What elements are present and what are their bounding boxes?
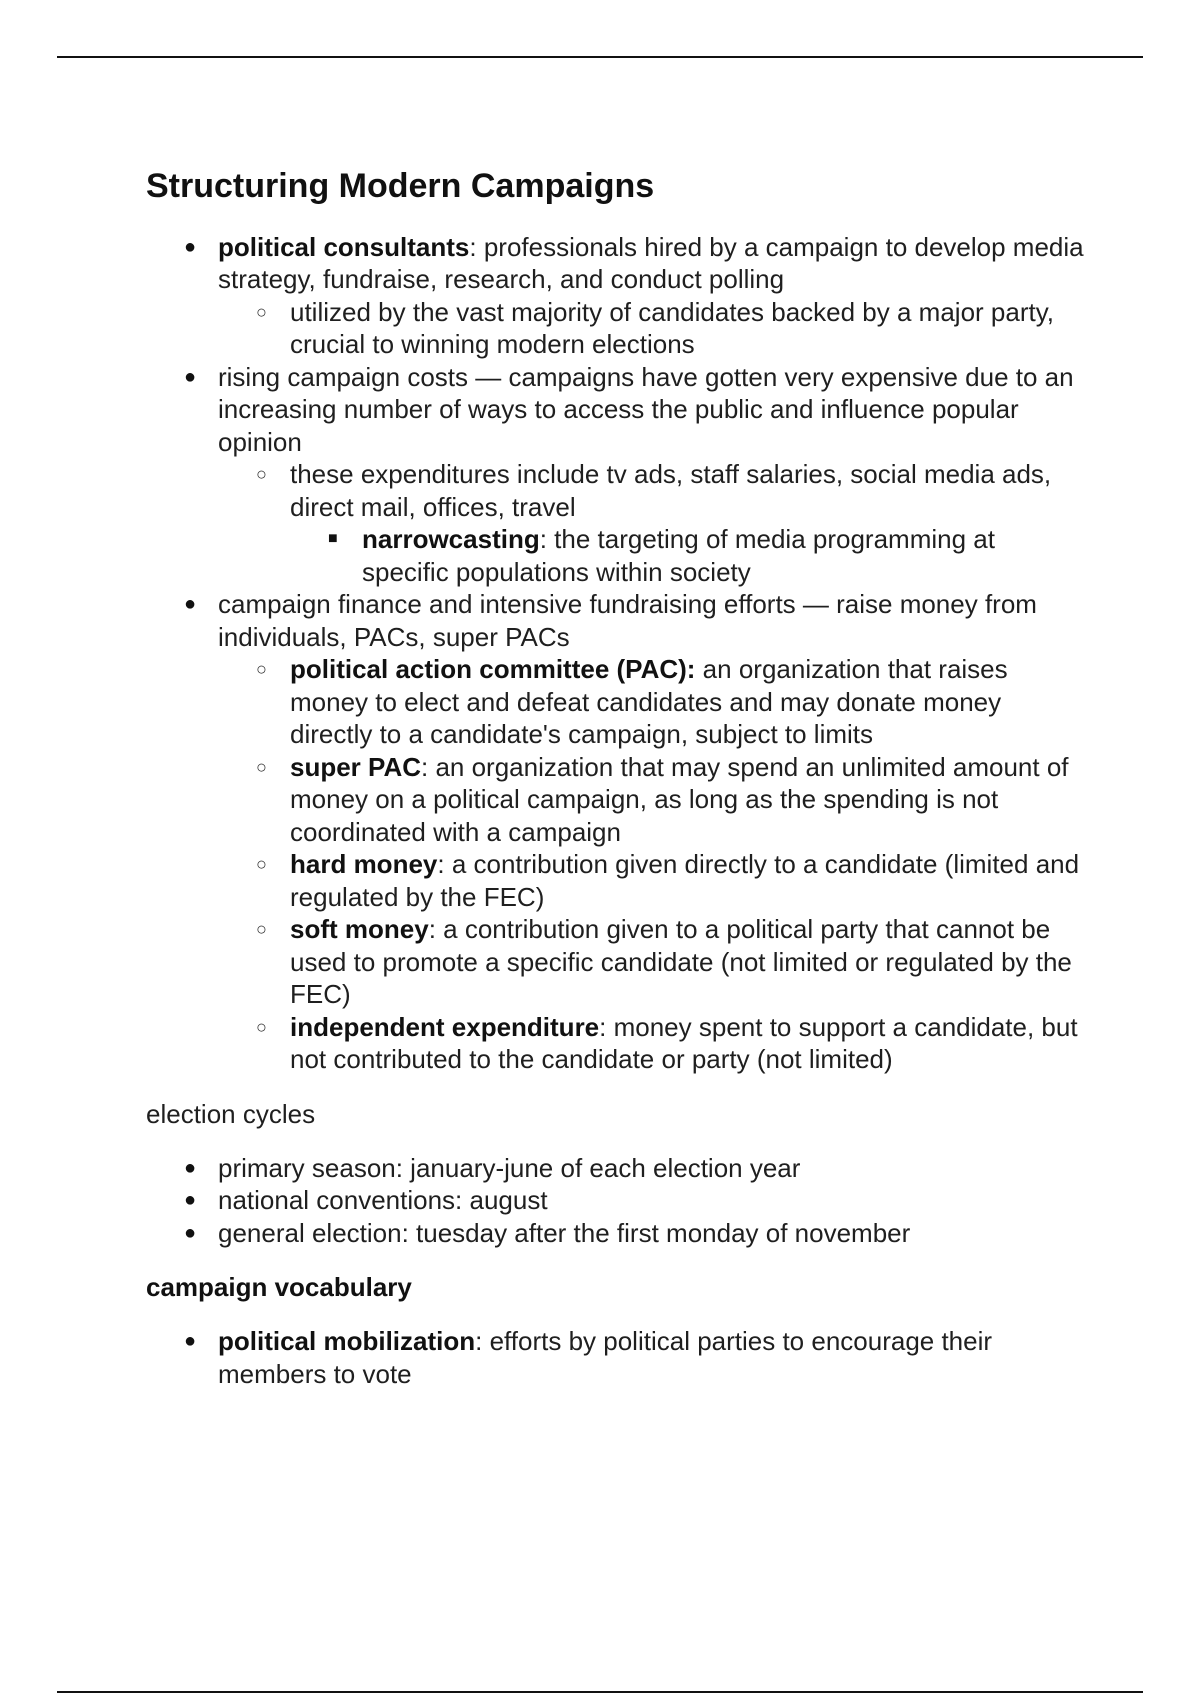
list-item [218, 296, 1086, 361]
list-item [146, 361, 1086, 589]
definition: : a contribution given directly to a candidate (limited and regulated by the FEC) [290, 849, 1080, 912]
term: narrowcasting [362, 524, 540, 555]
sub-list [218, 296, 1086, 361]
square-bullet-icon: ■ [328, 530, 338, 548]
list-item [218, 458, 1086, 588]
vocabulary-list [146, 1325, 1086, 1390]
hollow-bullet-icon: ○ [256, 1016, 267, 1037]
list-item [146, 1152, 1086, 1185]
term: independent expenditure [290, 1011, 600, 1042]
list-item [146, 1325, 1086, 1390]
document-body [146, 166, 1086, 1390]
term: political consultants [218, 231, 470, 262]
sub-list [218, 653, 1086, 1076]
bottom-rule [57, 1691, 1143, 1693]
definition: : money spent to support a candidate, but not contributed to the candidate or party (not limited) [290, 1011, 1078, 1075]
item-text: rising campaign costs — campaigns have gotten very expensive due to an increasing number of ways to access the public and influence popular opinion [218, 361, 1074, 457]
sub-list [218, 458, 1086, 588]
item-text: utilized by the vast majority of candidates backed by a major party, crucial to winning modern elections [290, 296, 1055, 360]
definition: an organization that raises money to elect and defeat candidates and may donate money directly to a candidate's campaign, subject to limits [290, 654, 1008, 750]
campaign-structure-list [146, 231, 1086, 1076]
bullet-icon: ● [184, 365, 197, 388]
item-text: campaign finance and intensive fundraising efforts — raise money from individuals, PACs, super PACs [218, 589, 1037, 652]
item-text: primary season: january-june of each election year [218, 1152, 801, 1183]
term: super PAC [290, 751, 421, 782]
bullet-icon: ● [184, 1189, 197, 1212]
item-text: national conventions: august [218, 1185, 548, 1216]
list-item [218, 653, 1086, 751]
term: hard money [290, 849, 438, 880]
definition: : an organization that may spend an unlimited amount of money on a political campaign, as long as the spending is not coordinated with a campaign [290, 751, 1069, 847]
hollow-bullet-icon: ○ [256, 659, 267, 680]
page-title: Structuring Modern Campaigns [146, 167, 655, 205]
list-item [146, 231, 1086, 361]
list-item [146, 588, 1086, 1076]
item-text: general election: tuesday after the first monday of november [218, 1217, 911, 1248]
definition: : the targeting of media programming at specific populations within society [362, 524, 995, 587]
bullet-icon: ● [184, 1156, 197, 1179]
definition: : efforts by political parties to encourage their members to vote [218, 1326, 993, 1389]
vocabulary-heading: campaign vocabulary [146, 1272, 412, 1303]
bullet-icon: ● [184, 1330, 197, 1353]
bullet-icon: ● [184, 1221, 197, 1244]
sub-sub-list [290, 523, 1086, 588]
definition: : a contribution given to a political party that cannot be used to promote a specific candidate (not limited or regulated by the FEC) [290, 914, 1072, 1010]
list-item [146, 1217, 1086, 1250]
election-cycles-heading: election cycles [146, 1098, 316, 1129]
list-item [218, 913, 1086, 1011]
definition: : professionals hired by a campaign to develop media strategy, fundraise, research, and conduct polling [218, 231, 1084, 295]
hollow-bullet-icon: ○ [256, 756, 267, 777]
term: political action committee (PAC): [290, 654, 696, 685]
bullet-icon: ● [184, 235, 197, 258]
list-item [218, 751, 1086, 849]
term: political mobilization [218, 1326, 476, 1357]
bullet-icon: ● [184, 593, 197, 616]
list-item [218, 1011, 1086, 1076]
item-text: these expenditures include tv ads, staff salaries, social media ads, direct mail, offices, travel [290, 459, 1052, 522]
term: soft money [290, 914, 429, 945]
list-item [146, 1184, 1086, 1217]
top-rule [57, 56, 1143, 58]
hollow-bullet-icon: ○ [256, 854, 267, 875]
hollow-bullet-icon: ○ [256, 464, 267, 485]
hollow-bullet-icon: ○ [256, 919, 267, 940]
list-item [290, 523, 1086, 588]
election-cycles-list [146, 1152, 1086, 1250]
list-item [218, 848, 1086, 913]
hollow-bullet-icon: ○ [256, 301, 267, 322]
